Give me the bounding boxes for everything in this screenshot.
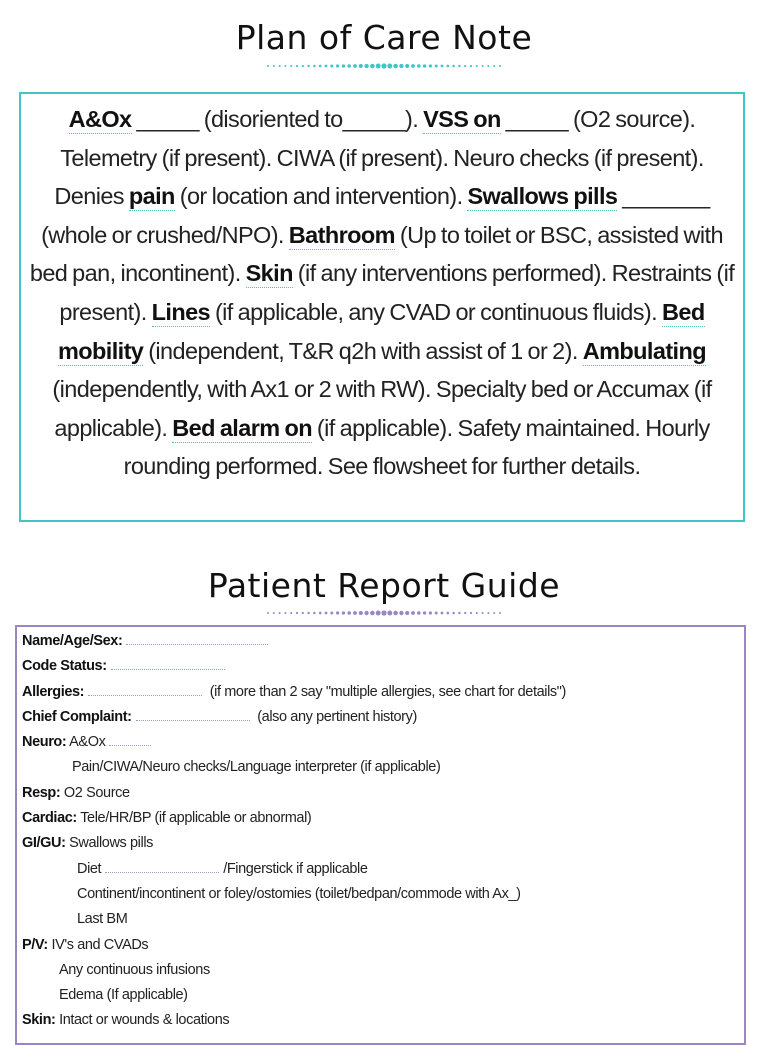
- divider-dot: [273, 612, 275, 614]
- guide-row-label: Cardiac:: [22, 810, 77, 827]
- divider-dot: [353, 64, 357, 68]
- divider-dot: [411, 64, 415, 68]
- guide-row-text: Swallows pills: [65, 835, 153, 852]
- blank-fill-line: [88, 681, 202, 696]
- note-keyword: A&Ox: [68, 106, 132, 132]
- divider-dot: [342, 64, 345, 67]
- guide-row: [22, 831, 744, 856]
- guide-row-text: Intact or wounds & locations: [55, 1012, 230, 1029]
- divider-dot: [387, 611, 392, 616]
- divider-dot: [284, 612, 286, 614]
- guide-row: [22, 907, 744, 932]
- note-text: (if any interventions performed). Restraints (if present).: [59, 260, 735, 325]
- guide-row-text: Pain/CIWA/Neuro checks/Language interpreter (if applicable): [72, 759, 441, 776]
- divider-dot: [381, 63, 386, 68]
- note-text: (independent, T&R q2h with assist of 1 or 2).: [143, 337, 583, 364]
- divider-dot: [364, 64, 368, 68]
- note-keyword: Bathroom: [288, 221, 395, 248]
- divider-dot: [482, 612, 484, 614]
- divider-dot: [353, 611, 357, 615]
- divider-dot: [296, 612, 298, 614]
- divider-dot: [423, 64, 426, 67]
- divider-dot: [429, 64, 432, 67]
- divider-dot: [313, 612, 316, 615]
- divider-dot: [393, 611, 398, 616]
- divider-dot: [330, 612, 333, 615]
- divider-dot: [267, 612, 269, 614]
- divider-dot: [435, 612, 438, 615]
- divider-dot: [302, 65, 304, 67]
- note-text: (independently, with Ax1 or 2 with RW). Specialty bed or Accumax (if applicable).: [52, 376, 712, 441]
- divider-dot: [470, 65, 472, 67]
- guide-row-text: Tele/HR/BP (if applicable or abnormal): [76, 810, 312, 827]
- note-keyword: Skin: [245, 260, 293, 287]
- guide-row: [22, 755, 744, 780]
- guide-row-label: P/V:: [22, 936, 48, 953]
- guide-row: [22, 730, 744, 755]
- guide-row-label: Chief Complaint:: [22, 708, 132, 725]
- divider-dot: [279, 65, 281, 67]
- divider-dot: [487, 612, 489, 614]
- divider-dot: [284, 65, 286, 67]
- divider-dot: [476, 65, 478, 67]
- divider-dot: [429, 611, 432, 614]
- divider-dot: [347, 611, 351, 615]
- divider-dot: [476, 612, 478, 614]
- guide-row-text: O2 Source: [60, 784, 130, 801]
- guide-row: [22, 1008, 744, 1033]
- guide-row-text: IV's and CVADs: [47, 936, 149, 953]
- guide-row-text: A&Ox: [66, 734, 106, 751]
- guide-row-label: Resp:: [22, 784, 61, 801]
- guide-row-text: Last BM: [77, 911, 128, 928]
- divider-dot: [336, 611, 339, 614]
- note-text: (if applicable, any CVAD or continuous fluids).: [210, 298, 663, 325]
- guide-row-label: Code Status:: [22, 658, 107, 675]
- note-text: _____ (disoriented to_____).: [131, 106, 424, 132]
- guide-row-label: Neuro:: [22, 734, 67, 751]
- divider-dot: [296, 65, 298, 67]
- divider-dot: [376, 611, 381, 616]
- divider-dot: [487, 65, 489, 67]
- guide-row: [22, 629, 744, 654]
- divider-dot: [376, 64, 381, 69]
- divider-dot: [493, 612, 495, 614]
- divider-dot: [435, 65, 438, 68]
- note-keyword: VSS on: [423, 106, 501, 132]
- guide-row: [22, 882, 744, 907]
- divider-dot: [273, 65, 275, 67]
- divider-dot: [325, 612, 328, 615]
- divider-dot: [330, 65, 333, 68]
- divider-dot: [290, 612, 292, 614]
- divider-dot: [417, 611, 421, 615]
- divider-dot: [499, 612, 501, 614]
- divider-dot: [405, 64, 409, 68]
- guide-row-text: Continent/incontinent or foley/ostomies (toilet/bedpan/commode with Ax_): [77, 885, 521, 902]
- divider-dot: [446, 612, 449, 615]
- guide-row-text: Any continuous infusions: [59, 961, 210, 978]
- guide-row: [22, 806, 744, 831]
- divider-dot: [307, 65, 309, 67]
- note-text: (or location and intervention).: [174, 183, 468, 210]
- guide-row-note: /Fingerstick if applicable: [223, 860, 368, 877]
- divider-dot: [399, 611, 403, 615]
- plan-of-care-note-box: [19, 92, 745, 522]
- divider-dot: [387, 64, 392, 69]
- divider-dot: [482, 65, 484, 67]
- divider-dot: [279, 612, 281, 614]
- guide-row: [22, 654, 744, 679]
- divider-dot: [359, 64, 363, 68]
- guide-row-note: (also any pertinent history): [253, 708, 417, 725]
- patient-report-guide-box: [15, 625, 746, 1045]
- divider-dot: [399, 64, 403, 68]
- divider-dot: [325, 65, 328, 68]
- blank-fill-line: [136, 706, 250, 721]
- divider-dot: [452, 65, 455, 68]
- blank-fill-line: [105, 858, 219, 873]
- guide-row-label: GI/GU:: [22, 835, 66, 852]
- divider-dot: [302, 612, 304, 614]
- blank-fill-line: [126, 630, 268, 645]
- guide-row: [22, 680, 744, 705]
- divider-dot: [319, 612, 322, 615]
- divider-dot: [267, 65, 269, 67]
- divider-dot: [364, 611, 368, 615]
- divider-dot: [336, 64, 339, 67]
- divider-dot: [499, 65, 501, 67]
- divider-dot: [458, 65, 460, 67]
- note-text: _____ (O2 source). Telemetry (if present). CIWA (if present). Neuro checks (if present). Denies: [54, 106, 704, 210]
- divider-dot: [470, 612, 472, 614]
- plan-of-care-title: Plan of Care Note: [235, 18, 533, 57]
- divider-dot: [464, 65, 466, 67]
- guide-row-text: Diet: [77, 860, 102, 877]
- note-text: (Up to toilet or BSC, assisted with bed pan, incontinent).: [29, 221, 723, 287]
- divider-dot: [452, 612, 455, 615]
- note-text: _______ (whole or crushed/NPO).: [41, 183, 710, 248]
- divider-dot: [313, 65, 316, 68]
- divider-dot: [307, 612, 309, 614]
- guide-row: [22, 705, 744, 730]
- divider-dot: [342, 611, 345, 614]
- guide-row: [22, 983, 744, 1008]
- note-keyword: Swallows pills: [467, 183, 618, 210]
- guide-row-label: Name/Age/Sex:: [22, 633, 123, 649]
- note-keyword: Bed alarm on: [172, 414, 312, 441]
- note-keyword: Ambulating: [582, 337, 706, 364]
- note-keyword: pain: [128, 183, 175, 210]
- divider-dot: [441, 65, 444, 68]
- blank-fill-line: [109, 731, 151, 746]
- divider-dot: [405, 611, 409, 615]
- divider-dot: [290, 65, 292, 67]
- note-keyword: Bed mobility: [57, 298, 705, 364]
- note-text: (if applicable). Safety maintained. Hourly rounding performed. See flowsheet for further details.: [123, 414, 710, 480]
- purple-dot-divider: [0, 608, 768, 618]
- divider-dot: [446, 65, 449, 68]
- divider-dot: [464, 612, 466, 614]
- guide-row-label: Allergies:: [22, 683, 85, 700]
- guide-row-label: Skin:: [22, 1012, 56, 1029]
- divider-dot: [319, 65, 322, 68]
- divider-dot: [423, 611, 426, 614]
- guide-row-text: Edema (If applicable): [59, 987, 188, 1004]
- divider-dot: [370, 64, 375, 69]
- divider-dot: [411, 611, 415, 615]
- guide-row: [22, 857, 744, 882]
- guide-row: [22, 958, 744, 983]
- divider-dot: [359, 611, 363, 615]
- divider-dot: [417, 64, 421, 68]
- divider-dot: [381, 610, 386, 615]
- guide-row: [22, 933, 744, 958]
- divider-dot: [370, 611, 375, 616]
- guide-row-note: (if more than 2 say "multiple allergies, see chart for details"): [206, 683, 566, 700]
- divider-dot: [393, 64, 398, 69]
- guide-row: [22, 781, 744, 806]
- patient-report-guide-title: Patient Report Guide: [207, 566, 561, 605]
- divider-dot: [441, 612, 444, 615]
- divider-dot: [458, 612, 460, 614]
- divider-dot: [347, 64, 351, 68]
- teal-dot-divider: [0, 61, 768, 71]
- divider-dot: [493, 65, 495, 67]
- blank-fill-line: [111, 655, 225, 670]
- note-keyword: Lines: [151, 298, 211, 325]
